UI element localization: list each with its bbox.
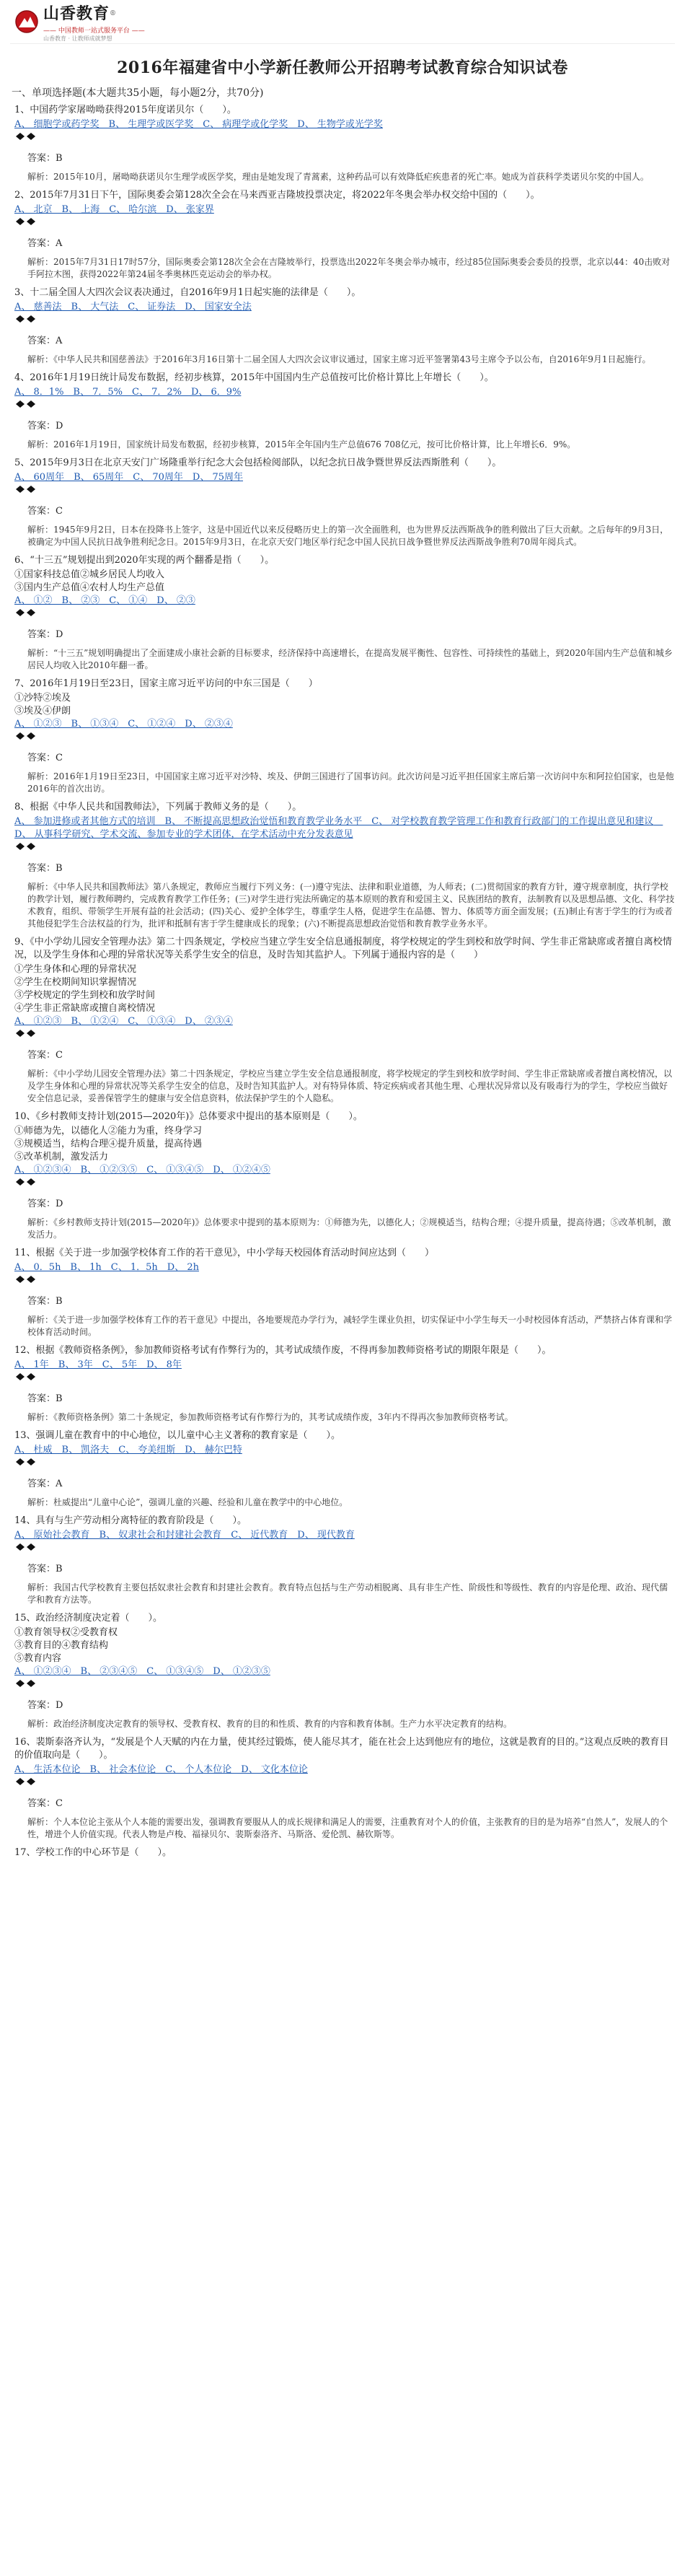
diamond-marker-icon: [16, 1373, 25, 1380]
answer-explanation: 解析：个人本位论主张从个人本能的需要出发，强调教育要服从人的成长规律和满足人的需要，注重教育对个人的价值，主张教育的目的是为培养“自然人”，发展人的个性，增进个人价值实现。代表人物是卢梭、福禄贝尔、裴斯泰洛齐、马斯洛、爱伦凯、赫钦斯等。: [27, 1817, 668, 1839]
diamond-marker-icon: [27, 1543, 35, 1551]
question-item: [10, 457, 675, 548]
diamond-marker-icon: [27, 400, 35, 408]
question-stem: 15、政治经济制度决定着（ ）。: [14, 1613, 163, 1624]
question-stem: 7、2016年1月19日至23日，国家主席习近平访问的中东三国是（ ）: [14, 678, 318, 689]
question-options[interactable]: A、 1年 B、 3年 C、 5年 D、 8年: [14, 1359, 182, 1370]
diamond-marker-icon: [16, 1458, 25, 1466]
answer-explanation: 解析：杜威提出“儿童中心论”，强调儿童的兴趣、经验和儿童在教学中的中心地位。: [27, 1497, 348, 1507]
diamond-marker-icon: [27, 486, 35, 493]
answer-label: 答案：C: [27, 1050, 63, 1061]
registered-mark: ®: [110, 9, 117, 17]
answer-marks: [16, 400, 675, 409]
diamond-marker-icon: [16, 486, 25, 493]
diamond-marker-icon: [16, 315, 25, 323]
question-options[interactable]: A、 杜威 B、 凯洛夫 C、 夸美纽斯 D、 赫尔巴特: [14, 1445, 242, 1455]
question-stem: 1、中国药学家屠呦呦获得2015年度诺贝尔（ ）。: [14, 105, 237, 115]
question-item: [10, 286, 675, 366]
question-options[interactable]: A、 0．5h B、 1h C、 1．5h D、 2h: [14, 1262, 199, 1273]
question-item: [10, 554, 675, 672]
question-options[interactable]: A、 60周年 B、 65周年 C、 70周年 D、 75周年: [14, 472, 244, 483]
answer-label: 答案：D: [27, 421, 63, 431]
question-stem: 3、十二届全国人大四次会议表决通过，自2016年9月1日起实施的法律是（ ）。: [14, 287, 361, 298]
logo-emblem-icon: [14, 9, 39, 34]
answer-label: 答案：A: [27, 336, 63, 346]
question-options[interactable]: A、 ①②③④ B、 ①②③⑤ C、 ①③④⑤ D、 ①②④⑤: [14, 1165, 270, 1175]
diamond-marker-icon: [16, 609, 25, 616]
question-stem: 2、2015年7月31日下午，国际奥委会第128次全会在马来西亚吉隆坡投票决定，将2022年冬奥会举办权交给中国的（ ）。: [14, 190, 540, 201]
answer-explanation: 解析：2016年1月19日至23日，中国国家主席习近平对沙特、埃及、伊朗三国进行了国事访问。此次访问是习近平担任国家主席后第一次访问中东和阿拉伯国家，也是他2016年的首次出访。: [27, 771, 674, 794]
diamond-marker-icon: [27, 1778, 35, 1785]
answer-marks: [16, 843, 675, 851]
diamond-marker-icon: [27, 1373, 35, 1380]
question-list: [10, 104, 675, 1859]
question-stem: 12、根据《教师资格条例》，参加教师资格考试有作弊行为的，其考试成绩作废，不得再参加教师资格考试的期限年限是（ ）。: [14, 1345, 552, 1356]
diamond-marker-icon: [27, 609, 35, 616]
answer-label: 答案：D: [27, 629, 63, 640]
question-sub-item: ③国内生产总值④农村人均生产总值: [14, 582, 165, 593]
question-sub-item: ①师德为先，以德化人②能力为重，终身学习: [14, 1126, 203, 1136]
question-options[interactable]: A、 生活本位论 B、 社会本位论 C、 个人本位论 D、 文化本位论: [14, 1764, 308, 1775]
question-options[interactable]: A、 原始社会教育 B、 奴隶社会和封建社会教育 C、 近代教育 D、 现代教育: [14, 1530, 355, 1541]
question-item: [10, 1612, 675, 1730]
question-item: [10, 1515, 675, 1606]
question-options[interactable]: A、 北京 B、 上海 C、 哈尔滨 D、 张家界: [14, 204, 214, 215]
answer-marks: [16, 609, 675, 618]
answer-label: 答案：B: [27, 1564, 63, 1574]
question-sub-item: ③教育目的④教育结构: [14, 1640, 109, 1651]
question-sub-item: ①教育领导权②受教育权: [14, 1627, 118, 1638]
question-sub-item: ③埃及④伊朗: [14, 706, 71, 717]
answer-explanation: 解析：2016年1月19日，国家统计局发布数据，经初步核算，2015年全年国内生产总值676 708亿元，按可比价格计算，比上年增长6．9%。: [27, 439, 576, 450]
answer-marks: [16, 1458, 675, 1467]
answer-explanation: 解析：政治经济制度决定教育的领导权、受教育权、教育的目的和性质、教育的内容和教育体制。生产力水平决定教育的结构。: [27, 1719, 513, 1729]
question-sub-item: ①国家科技总值②城乡居民人均收入: [14, 569, 165, 580]
question-stem: 11、根据《关于进一步加强学校体育工作的若干意见》，中小学每天校园体育活动时间应达到（ ）: [14, 1248, 435, 1258]
question-item: [10, 104, 675, 183]
answer-marks: [16, 315, 675, 324]
diamond-marker-icon: [16, 400, 25, 408]
answer-explanation: 解析：《教师资格条例》第二十条规定，参加教师资格考试有作弊行为的，其考试成绩作废，3年内不得再次参加教师资格考试。: [27, 1412, 513, 1422]
question-stem: 17、学校工作的中心环节是（ ）。: [14, 1847, 172, 1858]
diamond-marker-icon: [27, 315, 35, 323]
question-stem: 13、强调儿童在教育中的中心地位，以儿童中心主义著称的教育家是（ ）。: [14, 1430, 341, 1441]
diamond-marker-icon: [27, 1458, 35, 1466]
diamond-marker-icon: [27, 133, 35, 140]
answer-marks: [16, 1680, 675, 1688]
question-item: [10, 1344, 675, 1424]
logo-text-block: [43, 1, 145, 43]
question-stem: 8、根据《中华人民共和国教师法》，下列属于教师义务的是（ ）。: [14, 802, 302, 812]
diamond-marker-icon: [16, 1778, 25, 1785]
diamond-marker-icon: [27, 1680, 35, 1687]
question-sub-item: ⑤教育内容: [14, 1653, 62, 1664]
answer-explanation: 解析：《乡村教师支持计划(2015—2020年)》总体要求中提到的基本原则为：①师德为先，以德化人；②规模适当，结构合理；④提升质量，提高待遇；⑤改革机制，激发活力。: [27, 1217, 671, 1240]
answer-marks: [16, 1178, 675, 1187]
question-sub-item: ①学生身体和心理的异常状况: [14, 964, 137, 975]
header: [10, 0, 675, 44]
question-options[interactable]: A、 细胞学或药学奖 B、 生理学或医学奖 C、 病理学或化学奖 D、 生物学或光学奖: [14, 119, 383, 130]
question-item: [10, 372, 675, 451]
answer-label: 答案：B: [27, 153, 63, 164]
question-options[interactable]: A、 慈善法 B、 大气法 C、 证券法 D、 国家安全法: [14, 302, 252, 312]
question-stem: 10、《乡村教师支持计划(2015—2020年)》总体要求中提出的基本原则是（ ）。: [14, 1111, 363, 1122]
question-options[interactable]: A、 ①②③ B、 ①②④ C、 ①③④ D、 ②③④: [14, 1016, 233, 1027]
answer-marks: [16, 1030, 675, 1038]
diamond-marker-icon: [27, 732, 35, 740]
page-title: 2016年福建省中小学新任教师公开招聘考试教育综合知识试卷: [117, 58, 568, 77]
question-stem: 4、2016年1月19日统计局发布数据，经初步核算，2015年中国国内生产总值按可比价格计算比上年增长（ ）。: [14, 372, 494, 383]
question-options[interactable]: A、 ①②③ B、 ①③④ C、 ①②④ D、 ②③④: [14, 719, 233, 730]
question-sub-item: ①沙特②埃及: [14, 693, 71, 704]
question-sub-item: ②学生在校期间知识掌握情况: [14, 977, 137, 988]
diamond-marker-icon: [16, 732, 25, 740]
question-sub-item: ③规模适当，结构合理④提升质量，提高待遇: [14, 1139, 203, 1149]
question-item: [10, 1736, 675, 1841]
question-item: [10, 936, 675, 1105]
question-stem: 14、具有与生产劳动相分离特征的教育阶段是（ ）。: [14, 1515, 247, 1526]
answer-explanation: 解析：《中小学幼儿园安全管理办法》第二十四条规定，学校应当建立学生安全信息通报制度，将学校规定的学生到校和放学时间、学生非正常缺席或者擅自离校情况，以及学生身体和心理的异常状况等关系学生安全的信息，及时告知其监护人。对有特异体质、特定疾病或者其他生理、心理状况异常以及有吸毒行为的学生，学校应当做好安全信息记录，妥善保管学生的健康与安全信息资料，依法保护学生的个人隐私。: [27, 1069, 673, 1103]
question-item: [10, 1846, 675, 1859]
section-heading: 一、单项选择题(本大题共35小题，每小题2分，共70分): [12, 87, 264, 99]
answer-label: 答案：A: [27, 1478, 63, 1489]
answer-explanation: 解析：《关于进一步加强学校体育工作的若干意见》中提出，各地要规范办学行为，减轻学生课业负担，切实保证中小学生每天一小时校园体育活动，严禁挤占体育课和学校体育活动时间。: [27, 1315, 673, 1337]
answer-marks: [16, 218, 675, 227]
answer-label: 答案：D: [27, 1199, 63, 1209]
answer-label: 答案：B: [27, 863, 63, 874]
diamond-marker-icon: [27, 1030, 35, 1037]
question-options[interactable]: A、 8．1% B、 7．5% C、 7．2% D、 6．9%: [14, 387, 242, 398]
answer-explanation: 解析：我国古代学校教育主要包括奴隶社会教育和封建社会教育。教育特点包括与生产劳动相脱离、具有非生产性、阶级性和等级性、教育的内容是伦理、政治、现代儒学和教育方法等。: [27, 1582, 668, 1605]
question-sub-item: ③学校规定的学生到校和放学时间: [14, 990, 156, 1001]
answer-label: 答案：C: [27, 1798, 63, 1809]
diamond-marker-icon: [16, 1543, 25, 1551]
diamond-marker-icon: [16, 218, 25, 225]
logo-title: 山香教育: [43, 4, 110, 23]
diamond-marker-icon: [27, 843, 35, 850]
diamond-marker-icon: [16, 133, 25, 140]
question-item: [10, 801, 675, 930]
diamond-marker-icon: [16, 843, 25, 850]
diamond-marker-icon: [27, 1276, 35, 1283]
answer-explanation: 解析：“十三五”规划明确提出了全面建成小康社会新的目标要求，经济保持中高速增长，在提高发展平衡性、包容性、可持续性的基础上，到2020年国内生产总值和城乡居民人均收入比2010年翻一番。: [27, 648, 673, 670]
logo-tagline: 山香教育 · 让教师成就梦想: [43, 35, 112, 42]
question-item: [10, 1429, 675, 1509]
answer-explanation: 解析：2015年7月31日17时57分，国际奥委会第128次全会在吉隆坡举行，投票选出2022年冬奥会举办城市，经过85位国际奥委会委员的投票，北京以44：40击败对手阿拉木图，获得2022年第24届冬季奥林匹克运动会的举办权。: [27, 257, 671, 279]
answer-marks: [16, 732, 675, 741]
answer-explanation: 解析：2015年10月，屠呦呦获诺贝尔生理学或医学奖，理由是她发现了青蒿素，这种药品可以有效降低疟疾患者的死亡率。她成为首获科学类诺贝尔奖的中国人。: [27, 172, 649, 182]
question-options[interactable]: A、 参加进修或者其他方式的培训 B、 不断提高思想政治觉悟和教育教学业务水平 C、 对学校教育教学管理工作和教育行政部门的工作提出意见和建议 D、 从事科学研究、学术交流、参加专业的学术团体，在学术活动中充分发表意见: [14, 816, 663, 840]
answer-explanation: 解析：《中华人民共和国教师法》第八条规定，教师应当履行下列义务：(一)遵守宪法、法律和职业道德，为人师表；(二)贯彻国家的教育方针，遵守规章制度，执行学校的教学计划，履行教师聘约，完成教育教学工作任务；(三)对学生进行宪法所确定的基本原则的教育和爱国主义、民族团结的教育，法制教育以及思想品德、文化、科学技术教育，组织、带领学生开展有益的社会活动；(四)关心、爱护全体学生，尊重学生人格，促进学生在品德、智力、体质等方面全面发展；(五)制止有害于学生的行为或者其他侵犯学生合法权益的行为，批评和抵制有害于学生健康成长的现象；(六)不断提高思想政治觉悟和教育教学业务水平。: [27, 882, 675, 929]
answer-marks: [16, 1543, 675, 1552]
logo-subtitle: —— 中国教师一站式服务平台 ——: [43, 27, 145, 35]
diamond-marker-icon: [27, 1178, 35, 1186]
answer-marks: [16, 486, 675, 494]
diamond-marker-icon: [27, 218, 35, 225]
answer-label: 答案：C: [27, 753, 63, 763]
question-item: [10, 678, 675, 795]
diamond-marker-icon: [16, 1030, 25, 1037]
question-item: [10, 1247, 675, 1339]
answer-label: 答案：C: [27, 506, 63, 517]
answer-label: 答案：D: [27, 1700, 63, 1711]
diamond-marker-icon: [16, 1680, 25, 1687]
question-options[interactable]: A、 ①② B、 ②③ C、 ①④ D、 ②③: [14, 595, 195, 606]
answer-label: 答案：B: [27, 1393, 63, 1404]
question-sub-item: ④学生非正常缺席或擅自离校情况: [14, 1003, 156, 1014]
question-stem: 16、裴斯泰洛齐认为，“发展是个人天赋的内在力量，使其经过锻炼，使人能尽其才，能在社会上达到他应有的地位，这就是教育的目的。”这观点反映的教育目的价值取向是（ ）。: [14, 1737, 669, 1761]
answer-label: 答案：A: [27, 238, 63, 249]
question-item: [10, 189, 675, 281]
answer-explanation: 解析：《中华人民共和国慈善法》于2016年3月16日第十二届全国人大四次会议审议通过，国家主席习近平签署第43号主席令予以公布，自2016年9月1日起施行。: [27, 354, 651, 364]
diamond-marker-icon: [16, 1276, 25, 1283]
question-options[interactable]: A、 ①②③④ B、 ②③④⑤ C、 ①③④⑤ D、 ①②③⑤: [14, 1666, 270, 1677]
question-stem: 5、2015年9月3日在北京天安门广场隆重举行纪念大会包括检阅部队，以纪念抗日战争暨世界反法西斯胜利（ ）。: [14, 457, 502, 468]
diamond-marker-icon: [16, 1178, 25, 1186]
answer-marks: [16, 1276, 675, 1284]
answer-marks: [16, 133, 675, 141]
answer-explanation: 解析：1945年9月2日，日本在投降书上签字，这是中国近代以来反侵略历史上的第一次全面胜利，也为世界反法西斯战争的胜利做出了巨大贡献。之后每年的9月3日，被确定为中国人民抗日战争胜利纪念日。2015年9月3日，在北京天安门地区举行纪念中国人民抗日战争暨世界反法西斯战争胜利70周年阅兵式。: [27, 525, 669, 547]
question-stem: 9、《中小学幼儿园安全管理办法》第二十四条规定，学校应当建立学生安全信息通报制度，将学校规定的学生到校和放学时间、学生非正常缺席或者擅自离校情况，以及学生身体和心理的异常状况等关系学生安全的信息，及时告知其监护人。下列属于通报内容的是（ ）: [14, 937, 672, 960]
question-sub-item: ⑤改革机制，激发活力: [14, 1152, 109, 1162]
question-item: [10, 1110, 675, 1241]
answer-label: 答案：B: [27, 1296, 63, 1307]
answer-marks: [16, 1778, 675, 1787]
answer-marks: [16, 1373, 675, 1382]
question-stem: 6、“十三五”规划提出到2020年实现的两个翻番是指（ ）。: [14, 555, 275, 566]
